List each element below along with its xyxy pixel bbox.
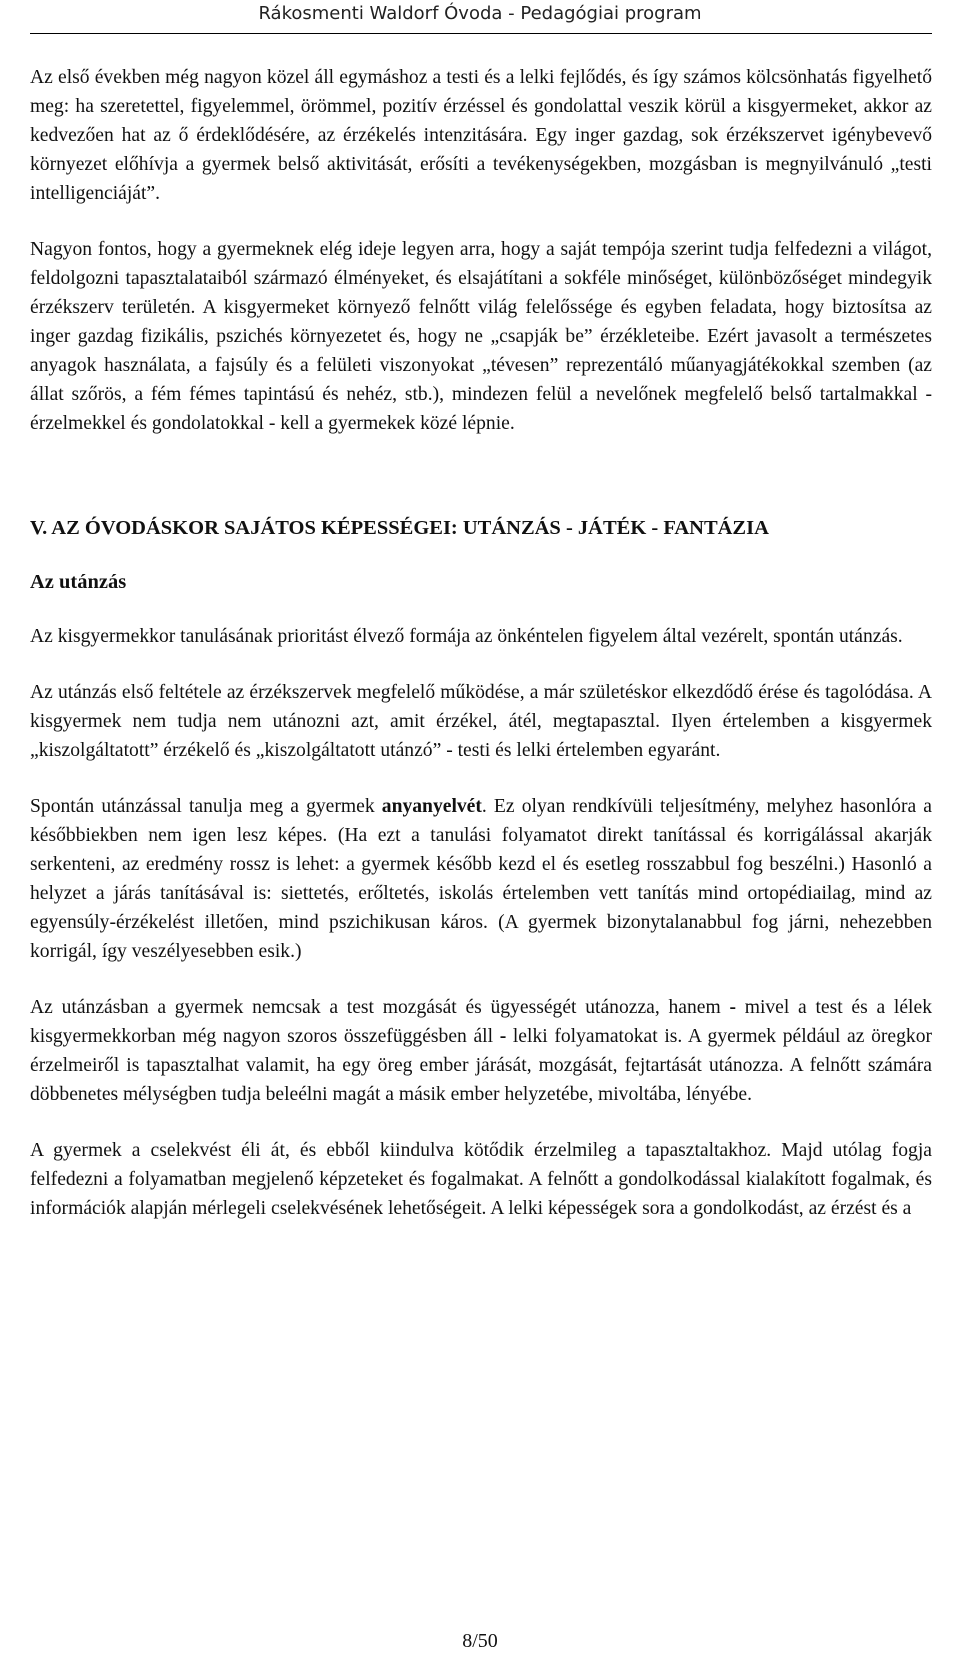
paragraph: [30, 792, 932, 966]
header-divider: [30, 33, 932, 34]
paragraph-text: Spontán utánzással tanulja meg a gyermek: [30, 796, 382, 817]
paragraph-text: Az utánzásban a gyermek nemcsak a test mozgását és ügyességét utánozza, hanem: [30, 997, 730, 1018]
paragraph: Az első években még nagyon közel áll egymáshoz a testi és a lelki fejlődés, és így számos kölcsönhatás figyelhető meg: ha szeretettel, figyelemmel, örömmel, pozitív érzéssel és gondolattal veszik körül a kisgyermeket, akkor az kedvezően hat az ő érdeklődésére, az érzékelés intenzitására. Egy inger gazdag, sok érzékszervet igénybevevő környezet előhívja a gyermek belső aktivitását, erősíti a tevékenységekben, mozgásban is megnyilvánuló „testi intelligenciáját”.: [30, 67, 932, 204]
paragraph: Nagyon fontos, hogy a gyermeknek elég ideje legyen arra, hogy a saját tempója szerint tudja felfedezni a világot, feldolgozni tapasztalataiból származó élményeket, és elsajátítani a sokféle minőséget, különbözőséget mindegyik érzékszerv területén. A kisgyermeket környező felnőtt világ felelőssége és egyben feladata, hogy biztosítsa az inger gazdag fizikális, pszichés környezetet és, hogy ne „csapják be” érzékleteibe. Ezért javasolt a természetes anyagok használata, a fajsúly és a felületi viszonyokat „tévesen” reprezentáló műanyagjátékokkal szemben (az állat szőrös, a fém fémes tapintású és nehéz, stb.), mindezen felül a nevelőnek megfelelő belső tartalmakkal - érzelmekkel és gondolatokkal - kell a gyermekek közé lépnie.: [30, 239, 932, 434]
bold-dash: -: [729, 997, 736, 1018]
paragraph-text: lelki folyamatokat is. A gyermek például az öregkor érzelmeiről is tapasztalhat valamit, ha egy öreg ember járását, mozgását, fejtartását utánozza. A felnőtt számára döbbenetes mélységben tudja beleélni magát a másik ember helyzetébe, mivoltába, lényébe.: [30, 1026, 933, 1105]
bold-dash: -: [499, 1026, 507, 1047]
page-header: Rákosmenti Waldorf Óvoda - Pedagógiai program: [258, 3, 702, 24]
subsection-heading: Az utánzás: [30, 571, 127, 593]
bold-term: anyanyelvét: [381, 796, 482, 817]
paragraph-text: . Ez olyan rendkívüli teljesítmény, melyhez hasonlóra a későbbiekben nem igen lesz képes. (Ha ezt a tanulási folyamatot direkt tanítással és korrigálással akarják serkenteni, az eredmény rossz is lehet: a gyermek később kezd el és esetleg rosszabbul fog beszélni.) Hasonló a helyzet a járás tanításával is: siettetés, erőltetés, iskolás értelemben vett tanítás mind ortopédiailag, mind az egyensúly-érzékelést illetően, mind pszichikusan káros. (A gyermek bizonytalanabbul fog járni, nehezebben korrigál, így veszélyesebben esik.): [30, 796, 933, 962]
section-heading: V. AZ ÓVODÁSKOR SAJÁTOS KÉPESSÉGEI: UTÁNZÁS - JÁTÉK - FANTÁZIA: [30, 517, 769, 539]
page-number: 8/50: [462, 1630, 498, 1652]
document-body: [30, 63, 932, 1223]
paragraph-text: mivel a test és a lélek kisgyermekkorban még nagyon szoros összefüggésben áll: [30, 997, 932, 1047]
paragraph: [30, 993, 932, 1109]
paragraph: A gyermek a cselekvést éli át, és ebből kiindulva kötődik érzelmileg a tapasztaltakhoz. Majd utólag fogja felfedezni a folyamatban megjelenő képzeteket és fogalmakat. A felnőtt a gondolkodással kialakított fogalmak, és információk alapján mérlegeli cselekvésének lehetőségeit. A lelki képességek sora a gondolkodást, az érzést és a: [30, 1140, 932, 1219]
paragraph: Az kisgyermekkor tanulásának prioritást élvező formája az önkéntelen figyelem által vezérelt, spontán utánzás.: [30, 626, 903, 647]
paragraph: Az utánzás első feltétele az érzékszervek megfelelő működése, a már születéskor elkezdődő érése és tagolódása. A kisgyermek nem tudja nem utánozni azt, amit érzékel, átél, megtapasztal. Ilyen értelemben a kisgyermek „kiszolgáltatott” érzékelő és „kiszolgáltatott utánzó” - testi és lelki értelemben egyaránt.: [30, 682, 932, 761]
